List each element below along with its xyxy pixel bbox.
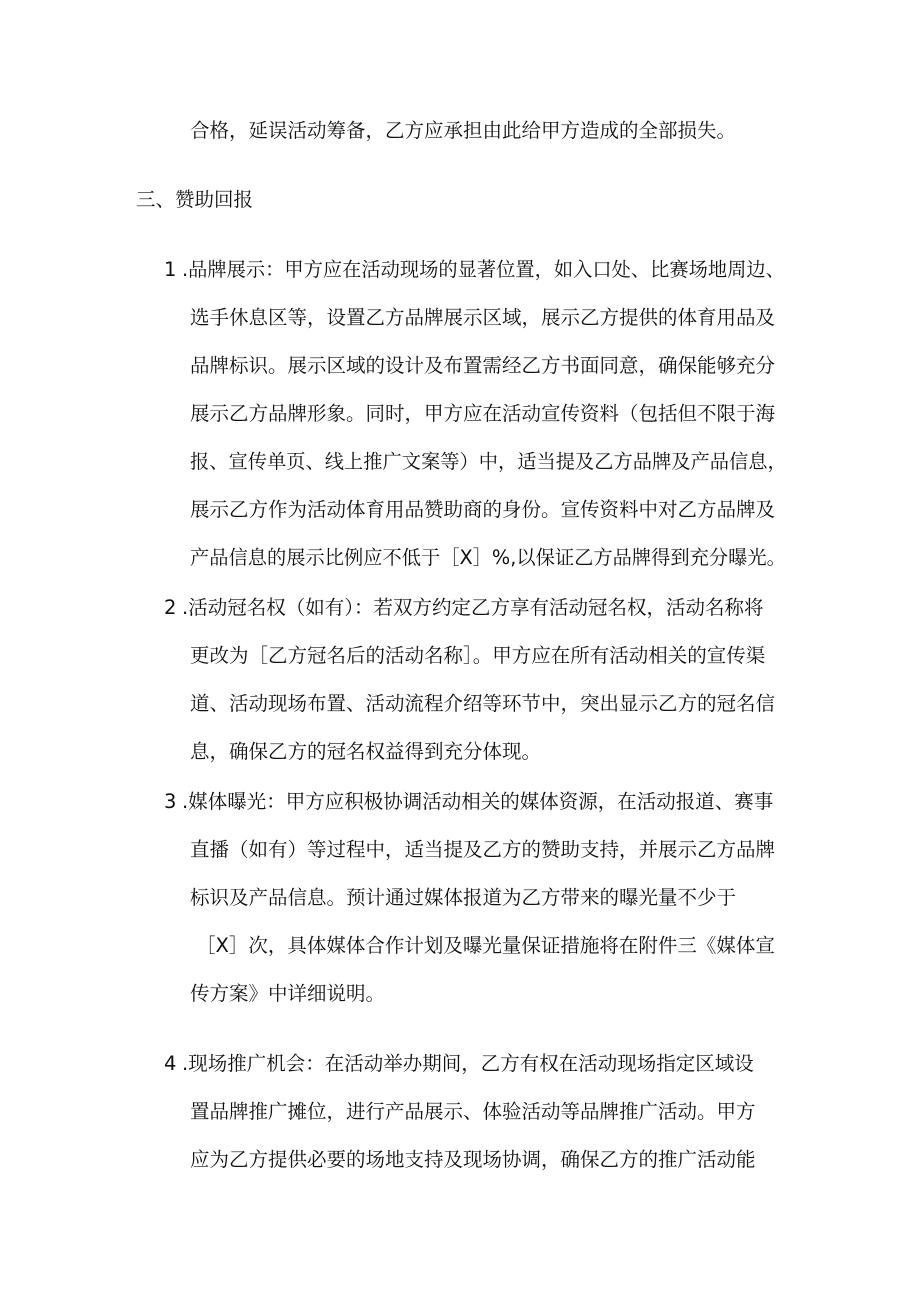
item-line: ［X］次，具体媒体合作计划及曝光量保证措施将在附件三《媒体宣	[196, 934, 775, 957]
item-number: 3	[164, 790, 177, 813]
item-line: 更改为［乙方冠名后的活动名称］。甲方应在所有活动相关的宣传渠	[190, 644, 766, 667]
item-line: 息，确保乙方的冠名权益得到充分体现。	[190, 740, 542, 763]
item-number: 2	[164, 596, 177, 619]
item-line: .活动冠名权（如有）：若双方约定乙方享有活动冠名权，活动名称将	[182, 596, 764, 619]
item-line: 传方案》中详细说明。	[190, 982, 386, 1005]
section-heading: 三、赞助回报	[136, 188, 254, 211]
item-line: 品牌标识。展示区域的设计及布置需经乙方书面同意，确保能够充分	[190, 354, 776, 377]
item-number: 1	[164, 258, 177, 281]
item-line: .媒体曝光：甲方应积极协调活动相关的媒体资源，在活动报道、赛事	[182, 790, 774, 813]
item-line: 置品牌推广摊位，进行产品展示、体验活动等品牌推广活动。甲方	[190, 1100, 756, 1123]
item-line: 标识及产品信息。预计通过媒体报道为乙方带来的曝光量不少于	[190, 886, 737, 909]
item-line: 展示乙方作为活动体育用品赞助商的身份。宣传资料中对乙方品牌及	[190, 498, 776, 521]
item-line: .现场推广机会：在活动举办期间，乙方有权在活动现场指定区域设	[182, 1052, 754, 1075]
item-line: 报、宣传单页、线上推广文案等）中，适当提及乙方品牌及产品信息，	[190, 450, 787, 473]
item-line: 选手休息区等，设置乙方品牌展示区域，展示乙方提供的体育用品及	[190, 306, 776, 329]
item-line: .品牌展示：甲方应在活动现场的显著位置，如入口处、比赛场地周边、	[182, 258, 785, 281]
item-line: 产品信息的展示比例应不低于［X］%,以保证乙方品牌得到充分曝光。	[190, 546, 786, 569]
item-number: 4	[164, 1052, 177, 1075]
continuation-line: 合格，延误活动筹备，乙方应承担由此给甲方造成的全部损失。	[190, 119, 737, 142]
item-line: 展示乙方品牌形象。同时，甲方应在活动宣传资料（包括但不限于海	[190, 402, 776, 425]
item-line: 应为乙方提供必要的场地支持及现场协调，确保乙方的推广活动能	[190, 1148, 756, 1171]
item-line: 道、活动现场布置、活动流程介绍等环节中，突出显示乙方的冠名信	[190, 692, 776, 715]
item-line: 直播（如有）等过程中，适当提及乙方的赞助支持，并展示乙方品牌	[190, 838, 776, 861]
